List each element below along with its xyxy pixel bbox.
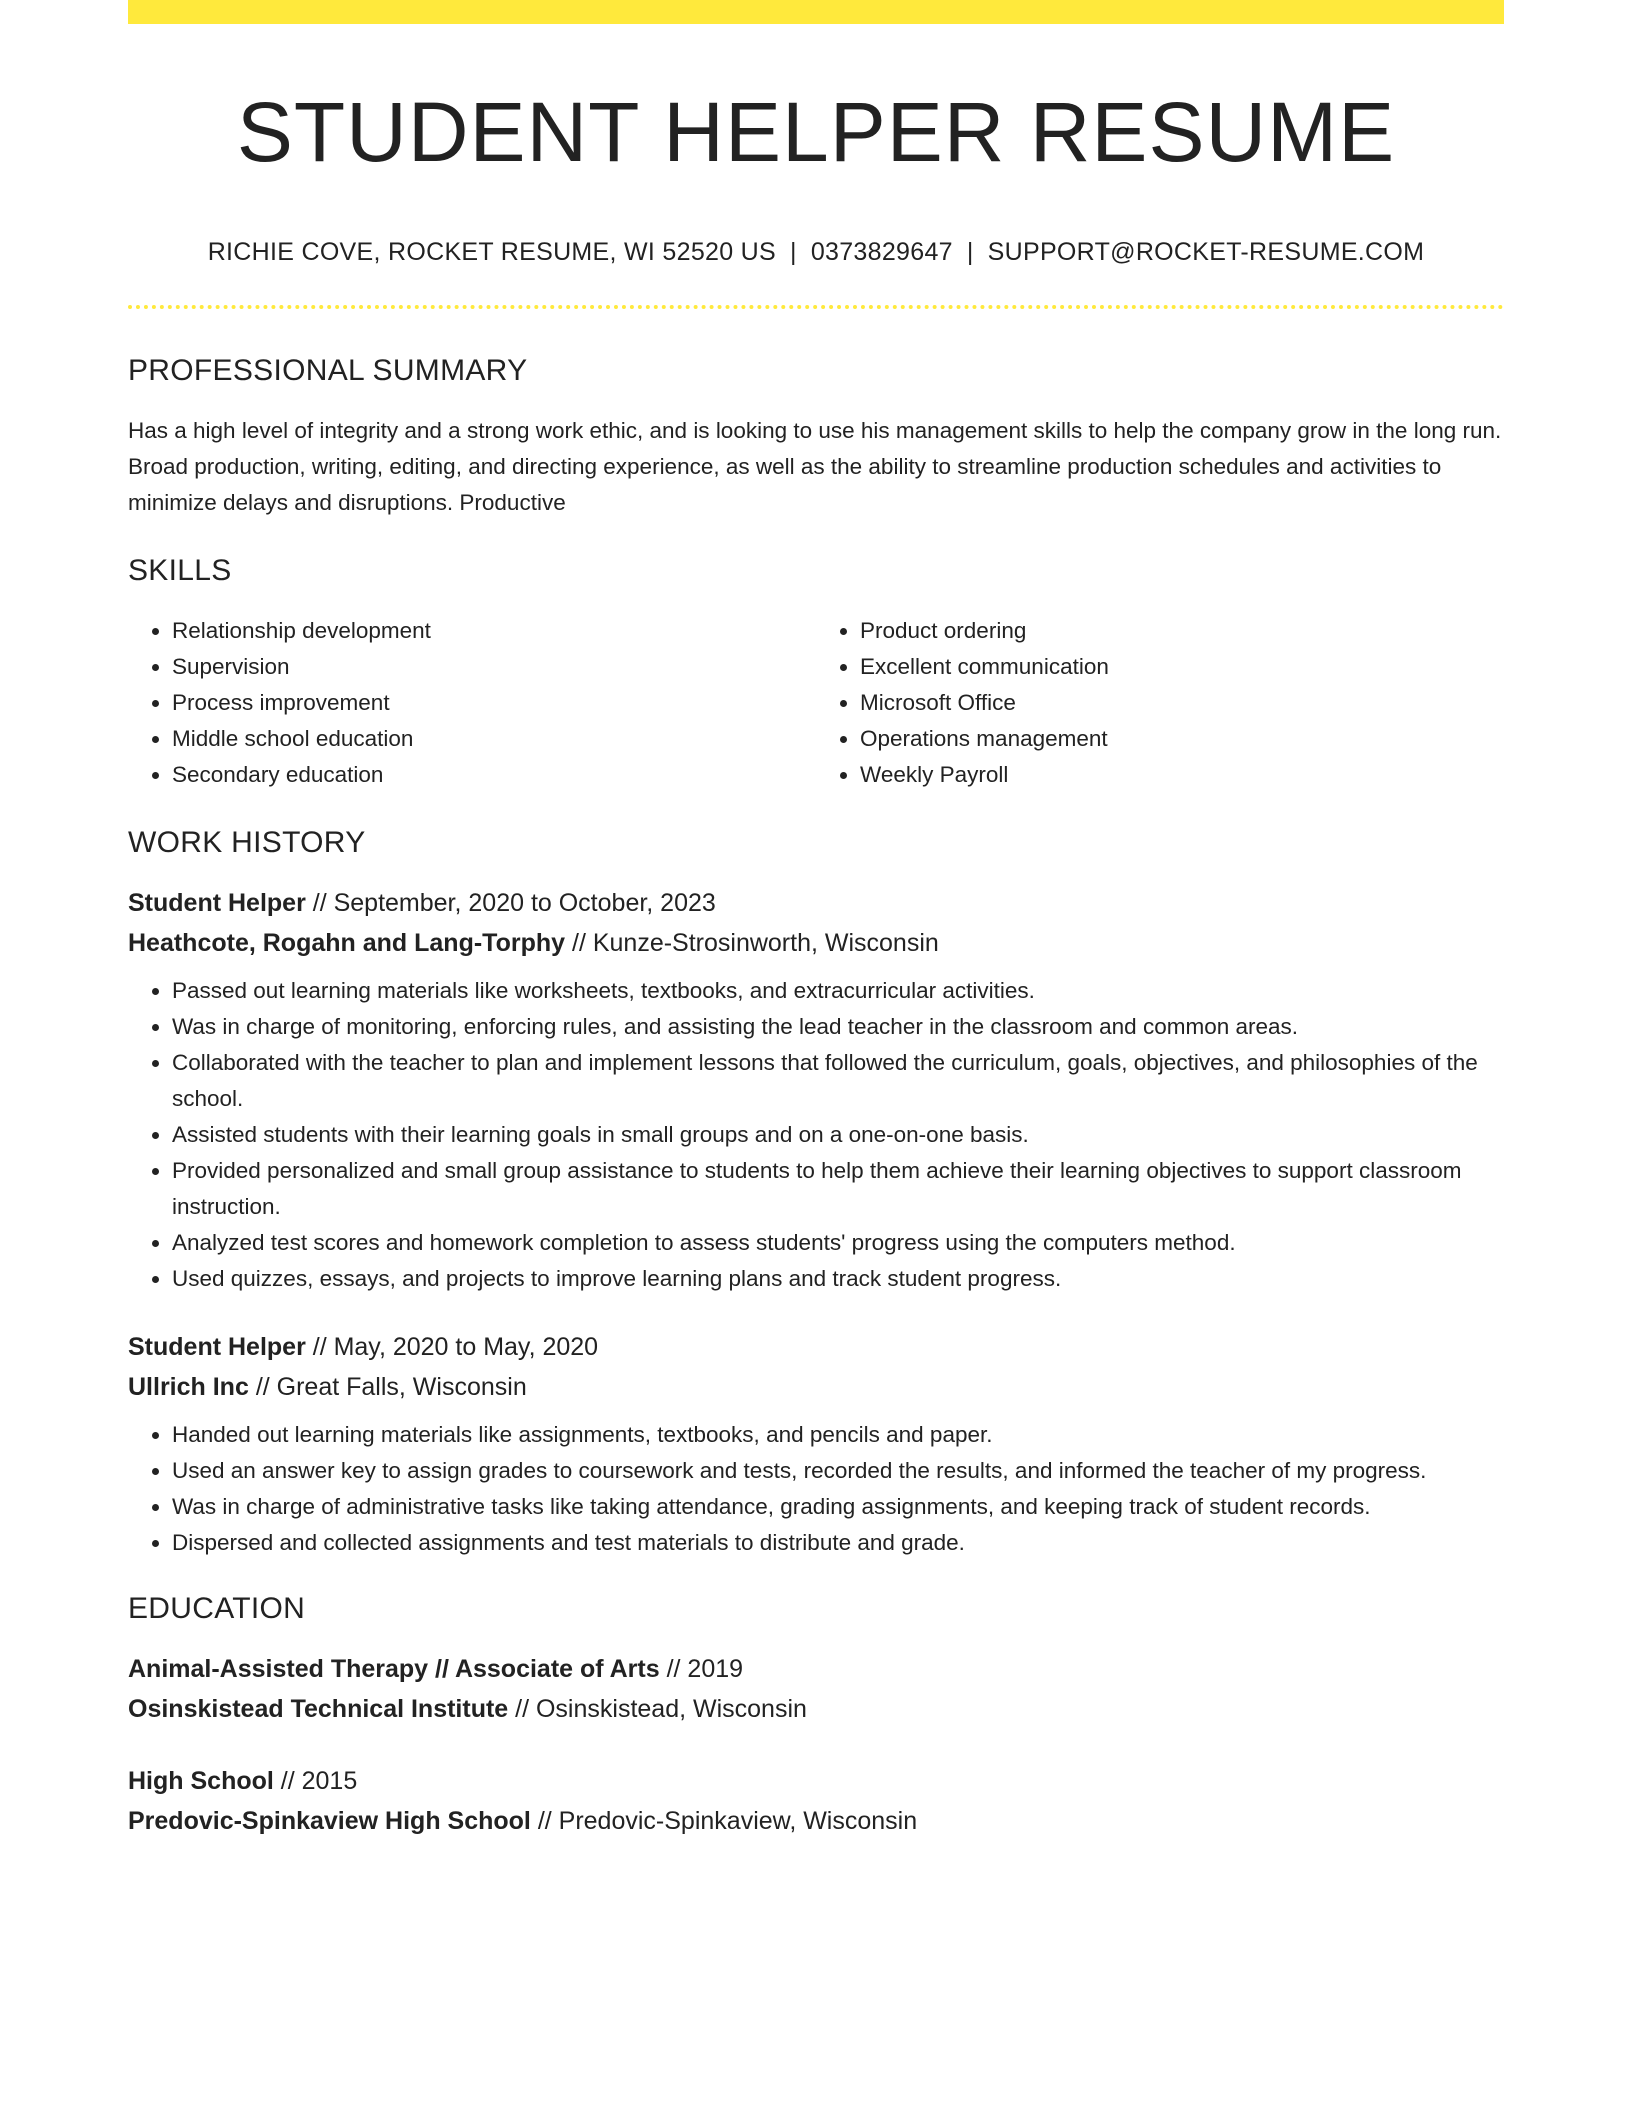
skills-column-left [128,613,816,793]
job-title: Student Helper [128,888,306,917]
skill-item: • Excellent communication [860,649,1504,685]
job-entry [128,1327,1504,1561]
skill-item: • Product ordering [860,613,1504,649]
duty-item: • Analyzed test scores and homework completion to assess students' progress using the computers method. [172,1225,1504,1261]
skills-grid [128,613,1504,793]
job-company-line [128,1367,1504,1407]
resume-page [128,0,1504,1841]
job-location: // Kunze-Strosinworth, Wisconsin [565,928,939,957]
education-degree: Animal-Assisted Therapy // Associate of Arts [128,1654,660,1683]
top-accent-bar [128,0,1504,24]
duty-item: • Provided personalized and small group assistance to students to help them achieve their learning objectives to support classroom instruction. [172,1153,1504,1225]
contact-email: SUPPORT@ROCKET-RESUME.COM [987,237,1425,266]
contact-info [128,237,1504,267]
duty-item: • Collaborated with the teacher to plan and implement lessons that followed the curriculum, goals, objectives, and philosophies of the school. [172,1045,1504,1117]
summary-text: Has a high level of integrity and a strong work ethic, and is looking to use his management skills to help the company grow in the long run. Broad production, writing, editing, and directing experience, as well as the ability to streamline production schedules and activities to minimize delays and disruptions. Productive [128,417,1502,515]
education-location: // Osinskistead, Wisconsin [508,1694,807,1723]
skills-heading: SKILLS [128,553,232,587]
contact-address: RICHIE COVE, ROCKET RESUME, WI 52520 US [207,237,777,266]
education-school: Predovic-Spinkaview High School [128,1806,531,1835]
job-dates: // May, 2020 to May, 2020 [305,1332,599,1361]
work-history-heading: WORK HISTORY [128,825,366,859]
skill-item: • Weekly Payroll [860,757,1504,793]
summary-heading: PROFESSIONAL SUMMARY [128,353,528,387]
education-school: Osinskistead Technical Institute [128,1694,509,1723]
duty-item: • Used an answer key to assign grades to coursework and tests, recorded the results, and informed the teacher of my progress. [172,1453,1504,1489]
education-entry [128,1761,1504,1841]
skill-item: • Microsoft Office [860,685,1504,721]
job-title-line [128,883,1504,923]
job-duties [128,1417,1504,1561]
education-degree: High School [128,1766,274,1795]
skill-item: • Relationship development [172,613,816,649]
education-school-line [128,1689,1504,1729]
job-company-line [128,923,1504,963]
job-duties [128,973,1504,1297]
education-year: // 2015 [273,1766,358,1795]
job-company: Ullrich Inc [128,1372,249,1401]
duty-item: • Handed out learning materials like assignments, textbooks, and pencils and paper. [172,1417,1504,1453]
resume-title: STUDENT HELPER RESUME [236,85,1396,179]
skill-item: • Supervision [172,649,816,685]
duty-item: • Was in charge of monitoring, enforcing rules, and assisting the lead teacher in the classroom and common areas. [172,1009,1504,1045]
education-location: // Predovic-Spinkaview, Wisconsin [530,1806,918,1835]
duty-item: • Was in charge of administrative tasks like taking attendance, grading assignments, and keeping track of student records. [172,1489,1504,1525]
skill-item: • Secondary education [172,757,816,793]
job-dates: // September, 2020 to October, 2023 [305,888,716,917]
job-company: Heathcote, Rogahn and Lang-Torphy [128,928,566,957]
skills-column-right [816,613,1504,793]
education-year: // 2019 [659,1654,744,1683]
job-entry [128,883,1504,1297]
skill-item: • Middle school education [172,721,816,757]
education-degree-line [128,1649,1504,1689]
skill-item: • Operations management [860,721,1504,757]
contact-phone: 0373829647 [810,237,953,266]
education-school-line [128,1801,1504,1841]
education-degree-line [128,1761,1504,1801]
duty-item: • Passed out learning materials like worksheets, textbooks, and extracurricular activities. [172,973,1504,1009]
job-title-line [128,1327,1504,1367]
education-heading: EDUCATION [128,1591,306,1625]
job-location: // Great Falls, Wisconsin [248,1372,527,1401]
duty-item: • Used quizzes, essays, and projects to improve learning plans and track student progress. [172,1261,1504,1297]
duty-item: • Assisted students with their learning goals in small groups and on a one-on-one basis. [172,1117,1504,1153]
skill-item: • Process improvement [172,685,816,721]
education-entry [128,1649,1504,1729]
duty-item: • Dispersed and collected assignments and test materials to distribute and grade. [172,1525,1504,1561]
header-divider [128,305,1504,309]
job-title: Student Helper [128,1332,306,1361]
contact-separator: | [790,237,797,266]
contact-separator: | [966,237,974,266]
